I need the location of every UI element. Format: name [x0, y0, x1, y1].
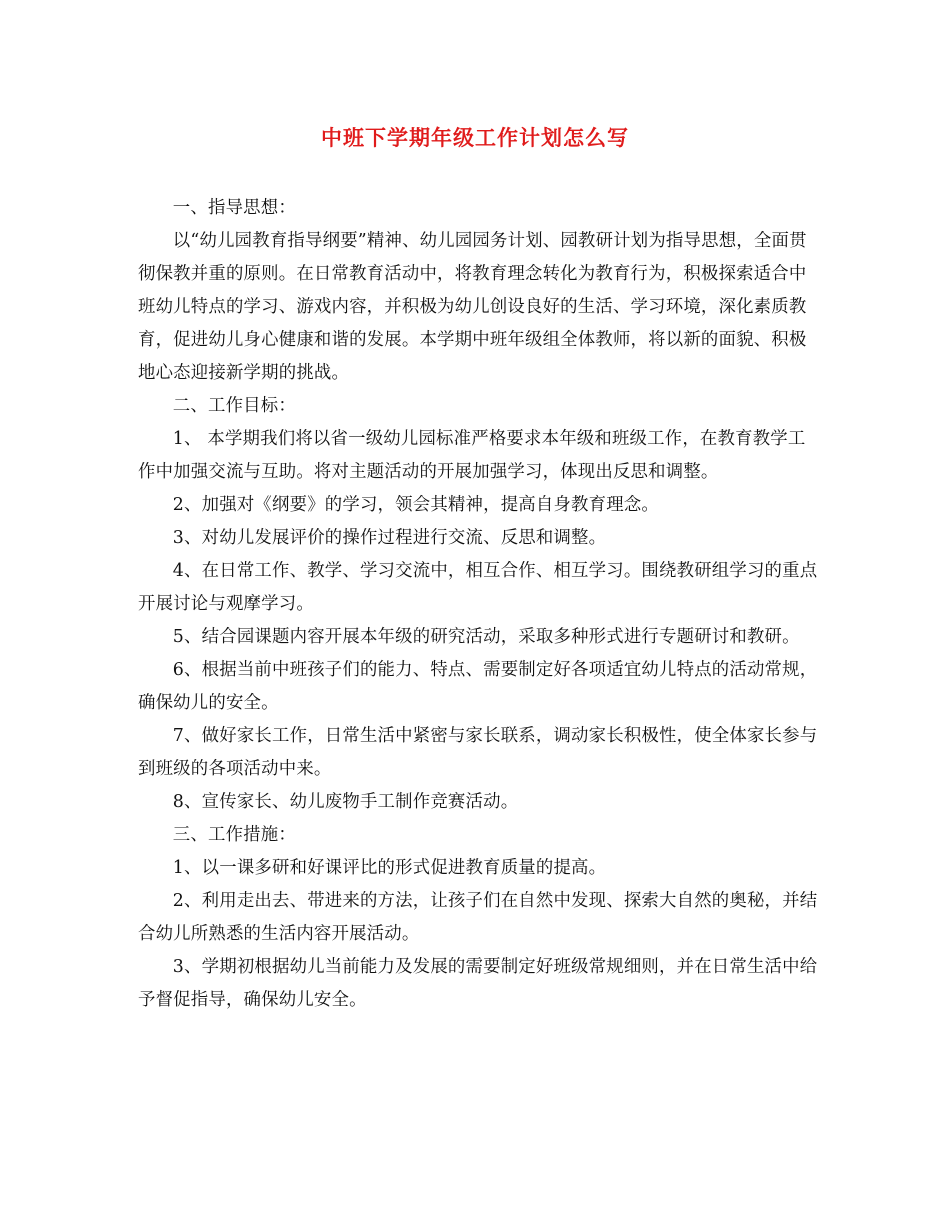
list-item: 8、宣传家长、幼儿废物手工制作竞赛活动。: [172, 792, 519, 812]
list-item: 7、做好家长工作，日常生活中紧密与家长联系，调动家长积极性，使全体家长参与到班级的各项活动中来。: [138, 726, 818, 779]
list-item: 2、利用走出去、带进来的方法，让孩子们在自然中发现、探索大自然的奥秘，并结合幼儿所熟悉的生活内容开展活动。: [138, 891, 818, 944]
list-item: 3、学期初根据幼儿当前能力及发展的需要制定好班级常规细则，并在日常生活中给予督促指导，确保幼儿安全。: [138, 957, 818, 1010]
list-item: 1、以一课多研和好课评比的形式促进教育质量的提高。: [172, 858, 607, 878]
section-heading: 一、指导思想：: [172, 198, 296, 218]
list-item: 3、对幼儿发展评价的操作过程进行交流、反思和调整。: [172, 528, 607, 548]
section-heading: 三、工作措施：: [172, 825, 296, 845]
section-heading: 二、工作目标：: [172, 396, 296, 416]
list-item: 6、根据当前中班孩子们的能力、特点、需要制定好各项适宜幼儿特点的活动常规，确保幼儿的安全。: [138, 660, 818, 713]
paragraph: 以“幼儿园教育指导纲要”精神、幼儿园园务计划、园教研计划为指导思想，全面贯彻保教并重的原则。在日常教育活动中，将教育理念转化为教育行为，积极探索适合中班幼儿特点的学习、游戏内容，并积极为幼儿创设良好的生活、学习环境，深化素质教育，促进幼儿身心健康和谐的发展。本学期中班年级组全体教师，将以新的面貌、积极地心态迎接新学期的挑战。: [138, 231, 807, 383]
document-title: 中班下学期年级工作计划怎么写: [321, 125, 629, 150]
document-body: [138, 192, 818, 1017]
list-item: 2、加强对《纲要》的学习，领会其精神，提高自身教育理念。: [172, 495, 660, 515]
list-item: 4、在日常工作、教学、学习交流中，相互合作、相互学习。围绕教研组学习的重点开展讨论与观摩学习。: [138, 561, 818, 614]
list-item: 5、结合园课题内容开展本年级的研究活动，采取多种形式进行专题研讨和教研。: [172, 627, 800, 647]
list-item: 1、 本学期我们将以省一级幼儿园标准严格要求本年级和班级工作，在教育教学工作中加强交流与互助。将对主题活动的开展加强学习，体现出反思和调整。: [138, 429, 806, 482]
